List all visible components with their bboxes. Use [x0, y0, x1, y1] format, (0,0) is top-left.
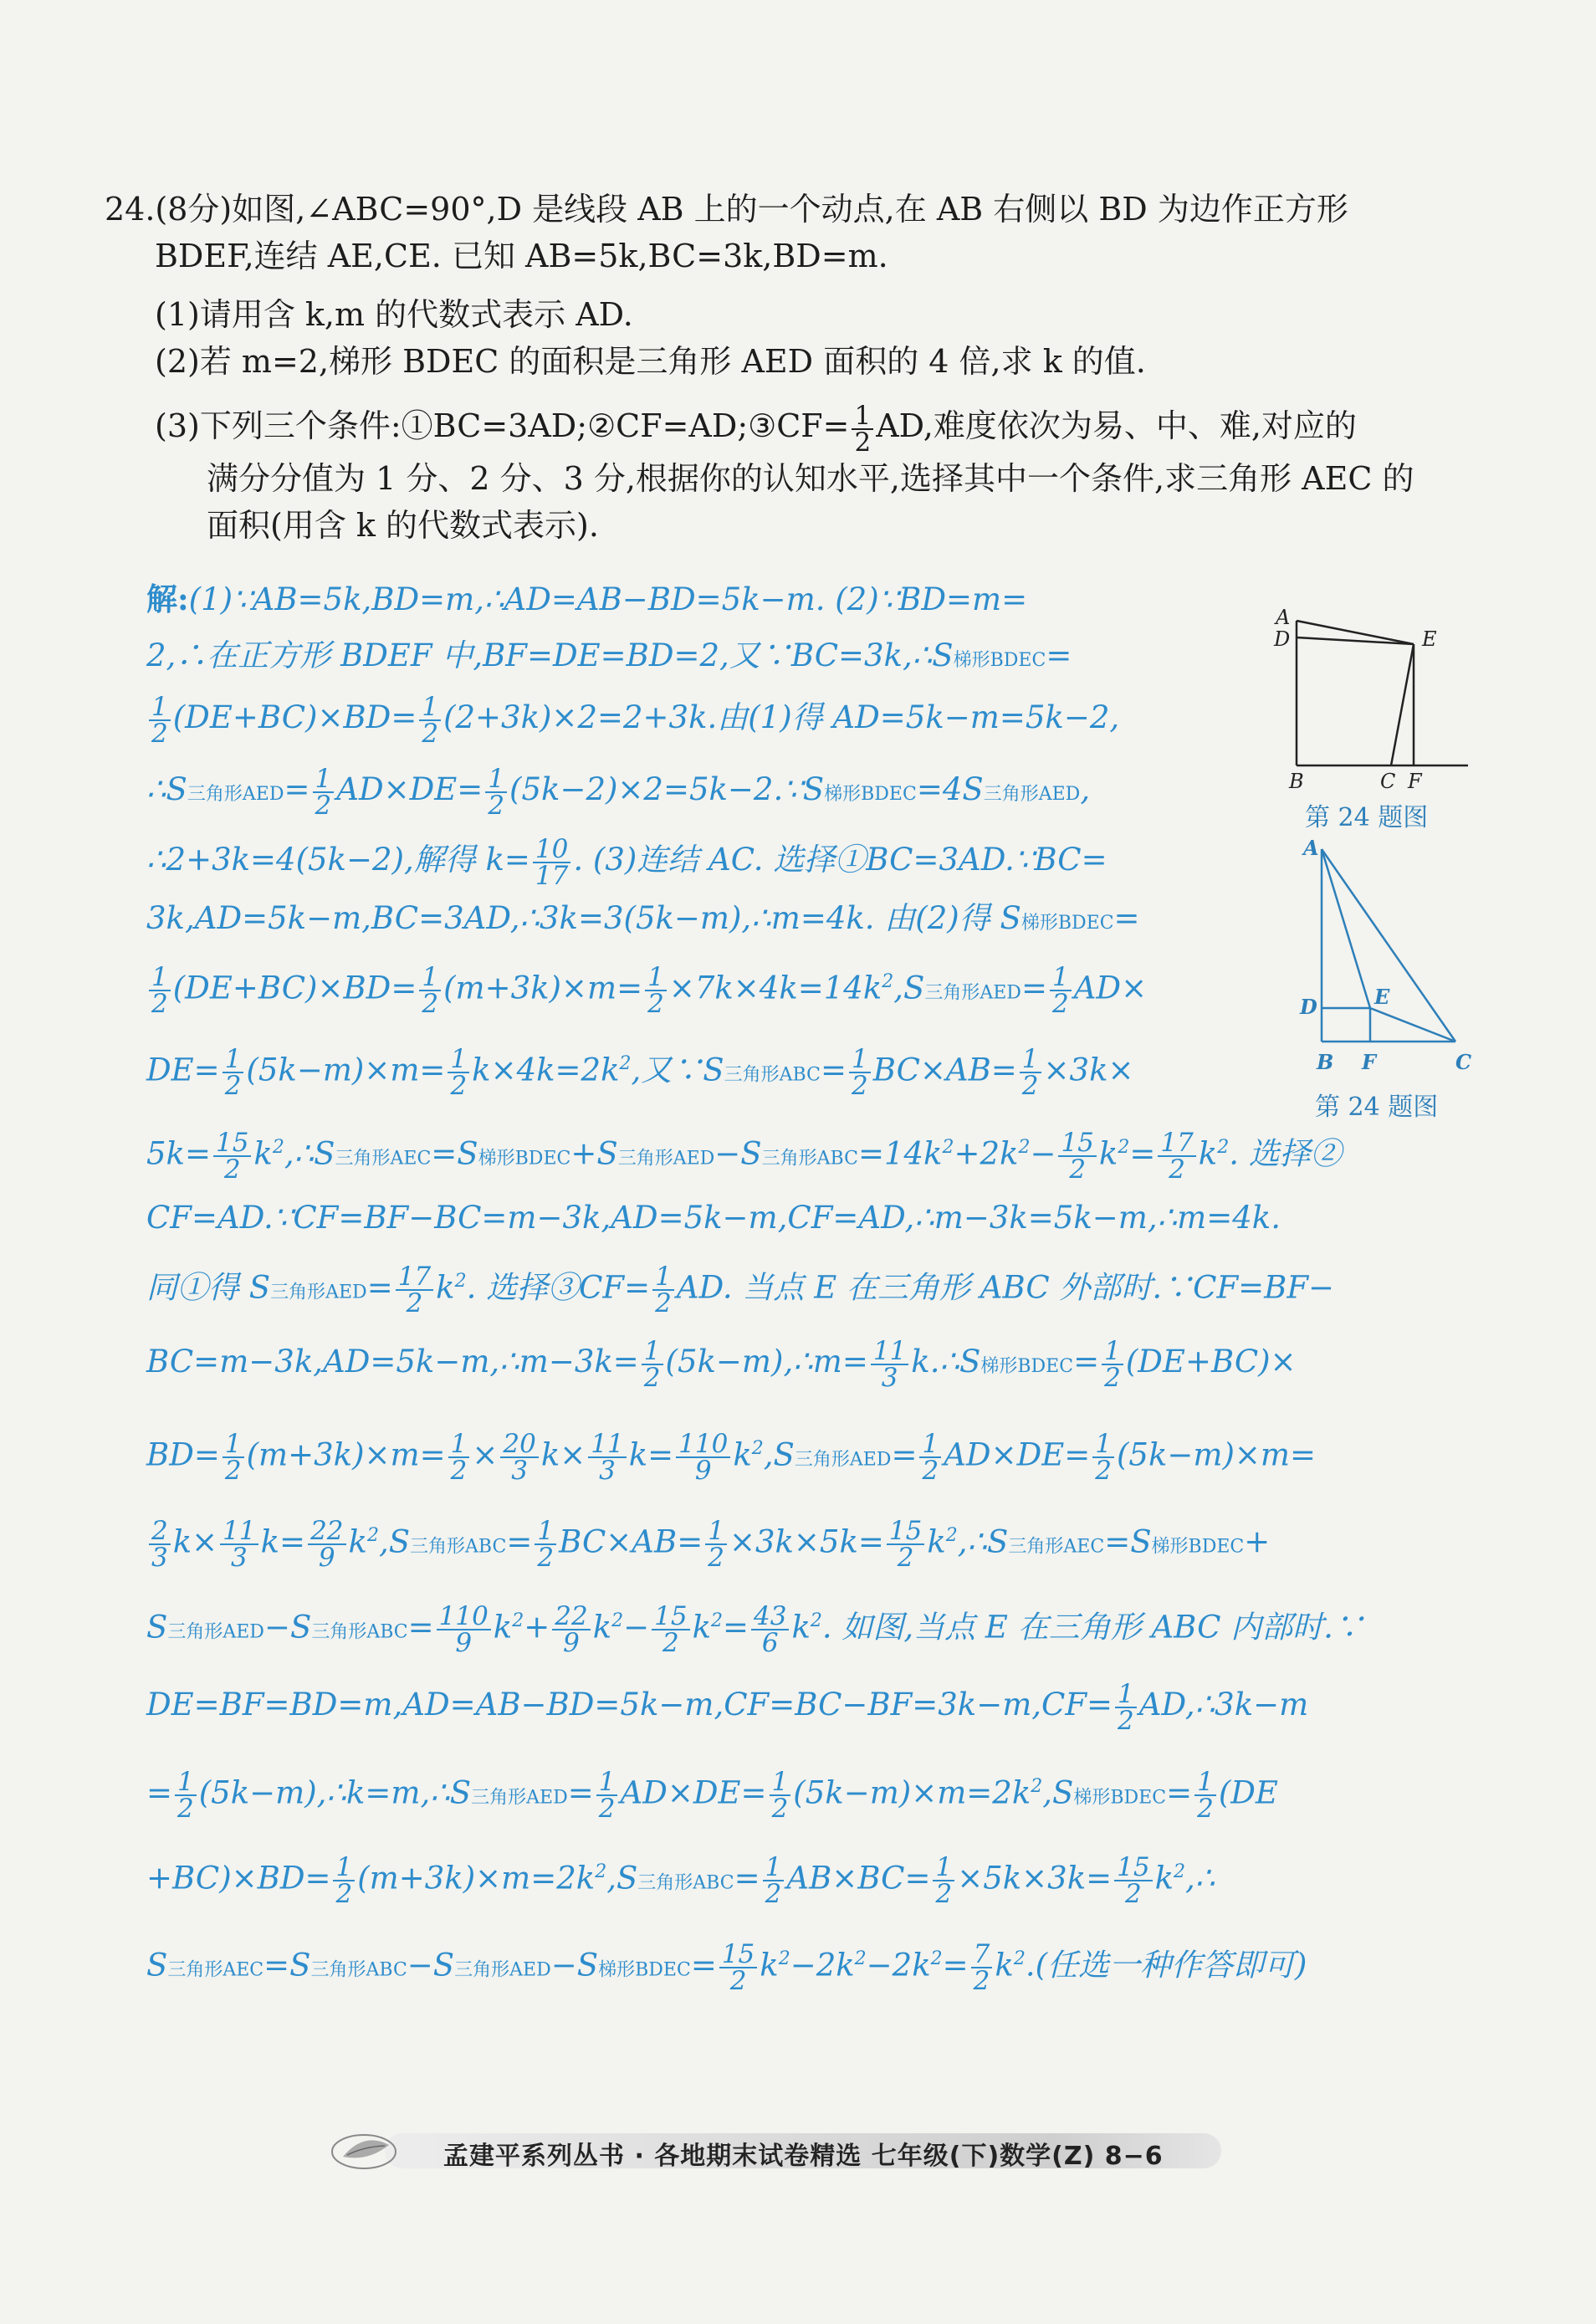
figure-1-diagram [1259, 602, 1476, 791]
fraction-half: $\frac{1}{2}$ [852, 403, 873, 455]
figure-2-diagram [1288, 837, 1481, 1088]
solution-line-4: ∴S三角形AED= $\frac{1}{2}$ AD×DE= $\frac{1}{2}$ (5k−2)×2=5k−2.∵S梯形BDEC=4S三角形AED, [146, 763, 1091, 821]
solution-line-5: ∴2+3k=4(5k−2),解得 k= $\frac{10}{17}$ . (3)连结 AC. 选择①BC=3AD.∵BC= [146, 833, 1107, 891]
solution-line-9: 5k= $\frac{15}{2}$ $k^2,\therefore S$三角形AEC=S梯形BDEC+S三角形AED−S三角形$ABC=14k^2+2k^2-$ $\frac{15}{2}$ $k^2=$ $\frac{17}{2}$ $k^2$. 选择② [146, 1127, 1342, 1185]
solution-line-15: S三角形AED−S三角形ABC= $\frac{110}{9}$ $k^2+$ $\frac{22}{9}$ $k^2-$ $\frac{15}{2}$ $k^2=$ $\frac{43}{6}$ $k^2$. 如图,当点 E 在三角形 ABC 内部时.∵ [146, 1600, 1364, 1658]
solution-line-14: $\frac{2}{3}$ k× $\frac{11}{3}$ k= $\frac{22}{9}$ $k^2,S$三角形ABC= $\frac{1}{2}$ BC×AB= $\frac{1}{2}$ ×3k×5k= $\frac{15}{2}$ $k^2,\therefore S$三角形AEC=S梯形BDEC+ [146, 1511, 1270, 1561]
problem-part-3 [105, 397, 1485, 458]
label-F: F [1408, 770, 1422, 791]
solution-line-16: DE=BF=BD=m,AD=AB−BD=5k−m,CF=BC−BF=3k−m,CF= $\frac{1}{2}$ AD,∴3k−m [146, 1678, 1309, 1736]
label-D: D [1300, 995, 1317, 1019]
page-footer [318, 2123, 1238, 2177]
label-C: C [1455, 1050, 1472, 1074]
label-D: D [1274, 627, 1291, 651]
solution-line-10: CF=AD.∵CF=BF−BC=m−3k,AD=5k−m,CF=AD,∴m−3k=5k−m,∴m=4k. [146, 1200, 1281, 1236]
problem-part-3-line-3: 面积(用含 k 的代数式表示). [207, 507, 599, 544]
problem-statement [105, 186, 1485, 549]
leaf-logo-icon [318, 2123, 410, 2177]
label-A: A [1303, 837, 1319, 860]
footer-text: 孟建平系列丛书 · 各地期末试卷精选 七年级(下)数学(Z) 8−6 [443, 2142, 1164, 2171]
label-A: A [1276, 606, 1291, 629]
part3-prefix: (3)下列三个条件:①BC=3AD;②CF=AD;③CF= [155, 407, 850, 444]
figure-2 [1288, 837, 1481, 1088]
problem-line-1: 24.(8分)如图,∠ABC=90°,D 是线段 AB 上的一个动点,在 AB 右侧以 BD 为边作正方形 [105, 191, 1348, 228]
label-E: E [1374, 985, 1390, 1009]
label-B: B [1317, 1050, 1334, 1074]
solution-line-13: BD= $\frac{1}{2}$ (m+3k)×m= $\frac{1}{2}$ × $\frac{20}{3}$ k× $\frac{11}{3}$ k= $\frac{110}{9}$ $k^2,S$三角形AED= $\frac{1}{2}$ AD×DE= $\frac{1}{2}$ (5k−m)×m= [146, 1428, 1317, 1486]
solution-line-8: DE= $\frac{1}{2}$ (5k−m)×m= $\frac{1}{2}$ $k\times 4k=2k^2$,又∵S三角形ABC= $\frac{1}{2}$ BC×AB= $\frac{1}{2}$ ×3k× [146, 1043, 1134, 1101]
figure-2-caption: 第 24 题图 [1315, 1093, 1439, 1122]
solution-line-6: 3k,AD=5k−m,BC=3AD,∴3k=3(5k−m),∴m=4k. 由(2)得 S梯形BDEC= [146, 900, 1140, 936]
part3-suffix: AD,难度依次为易、中、难,对应的 [876, 407, 1357, 444]
label-F: F [1362, 1050, 1377, 1074]
label-B: B [1289, 770, 1304, 791]
problem-part-2: (2)若 m=2,梯形 BDEC 的面积是三角形 AED 面积的 4 倍,求 k 的值. [155, 343, 1146, 380]
solution-line-7: $\frac{1}{2}$ (DE+BC)×BD= $\frac{1}{2}$ (m+3k)×m= $\frac{1}{2}$ $\times 7k\times 4k=14k^2,S$三角形AED= $\frac{1}{2}$ AD× [146, 957, 1147, 1007]
solution-line-2: 2,∴在正方形 BDEF 中,BF=DE=BD=2,又∵BC=3k,∴S梯形BDEC= [146, 637, 1072, 673]
problem-line-2: BDEF,连结 AE,CE. 已知 AB=5k,BC=3k,BD=m. [155, 238, 888, 274]
solution-line-12: BC=m−3k,AD=5k−m,∴m−3k= $\frac{1}{2}$ (5k−m),∴m= $\frac{11}{3}$ k.∴S梯形BDEC= $\frac{1}{2}$ (DE+BC)× [146, 1335, 1297, 1393]
solution-label: 解: [146, 581, 189, 617]
problem-part-3-line-2: 满分分值为 1 分、2 分、3 分,根据你的认知水平,选择其中一个条件,求三角形 AEC 的 [207, 460, 1414, 497]
solution-line-1: 解:(1)∵AB=5k,BD=m,∴AD=AB−BD=5k−m. (2)∵BD=m= [146, 581, 1028, 617]
figure-1-caption: 第 24 题图 [1305, 803, 1429, 832]
solution-line-19: S三角形AEC=S三角形ABC−S三角形AED−S梯形BDEC= $\frac{15}{2}$ $k^2-2k^2-2k^2=$ $\frac{7}{2}$ $k^2$.(任选一种作答即可) [146, 1938, 1307, 1996]
label-C: C [1380, 770, 1396, 791]
label-E: E [1422, 627, 1437, 651]
problem-part-1: (1)请用含 k,m 的代数式表示 AD. [155, 296, 633, 333]
solution-line-11: 同①得 S三角形AED= $\frac{17}{2}$ $k^2$. 选择③CF= $\frac{1}{2}$ AD. 当点 E 在三角形 ABC 外部时.∵CF=BF− [146, 1261, 1335, 1318]
solution-line-3: $\frac{1}{2}$ (DE+BC)×BD= $\frac{1}{2}$ (2+3k)×2=2+3k.由(1)得 AD=5k−m=5k−2, [146, 693, 1119, 743]
figure-1 [1259, 602, 1476, 791]
solution-line-18: +BC)×BD= $\frac{1}{2}$ $(m+3k)\times m=2k^2,S$三角形ABC= $\frac{1}{2}$ AB×BC= $\frac{1}{2}$ ×5k×3k= $\frac{15}{2}$ $k^2,\therefore$ [146, 1851, 1215, 1909]
solution-line-17: = $\frac{1}{2}$ (5k−m),∴k=m,∴S三角形AED= $\frac{1}{2}$ AD×DE= $\frac{1}{2}$ $(5k-m)\times m=2k^2,S$梯形BDEC= $\frac{1}{2}$ (DE [146, 1766, 1278, 1824]
